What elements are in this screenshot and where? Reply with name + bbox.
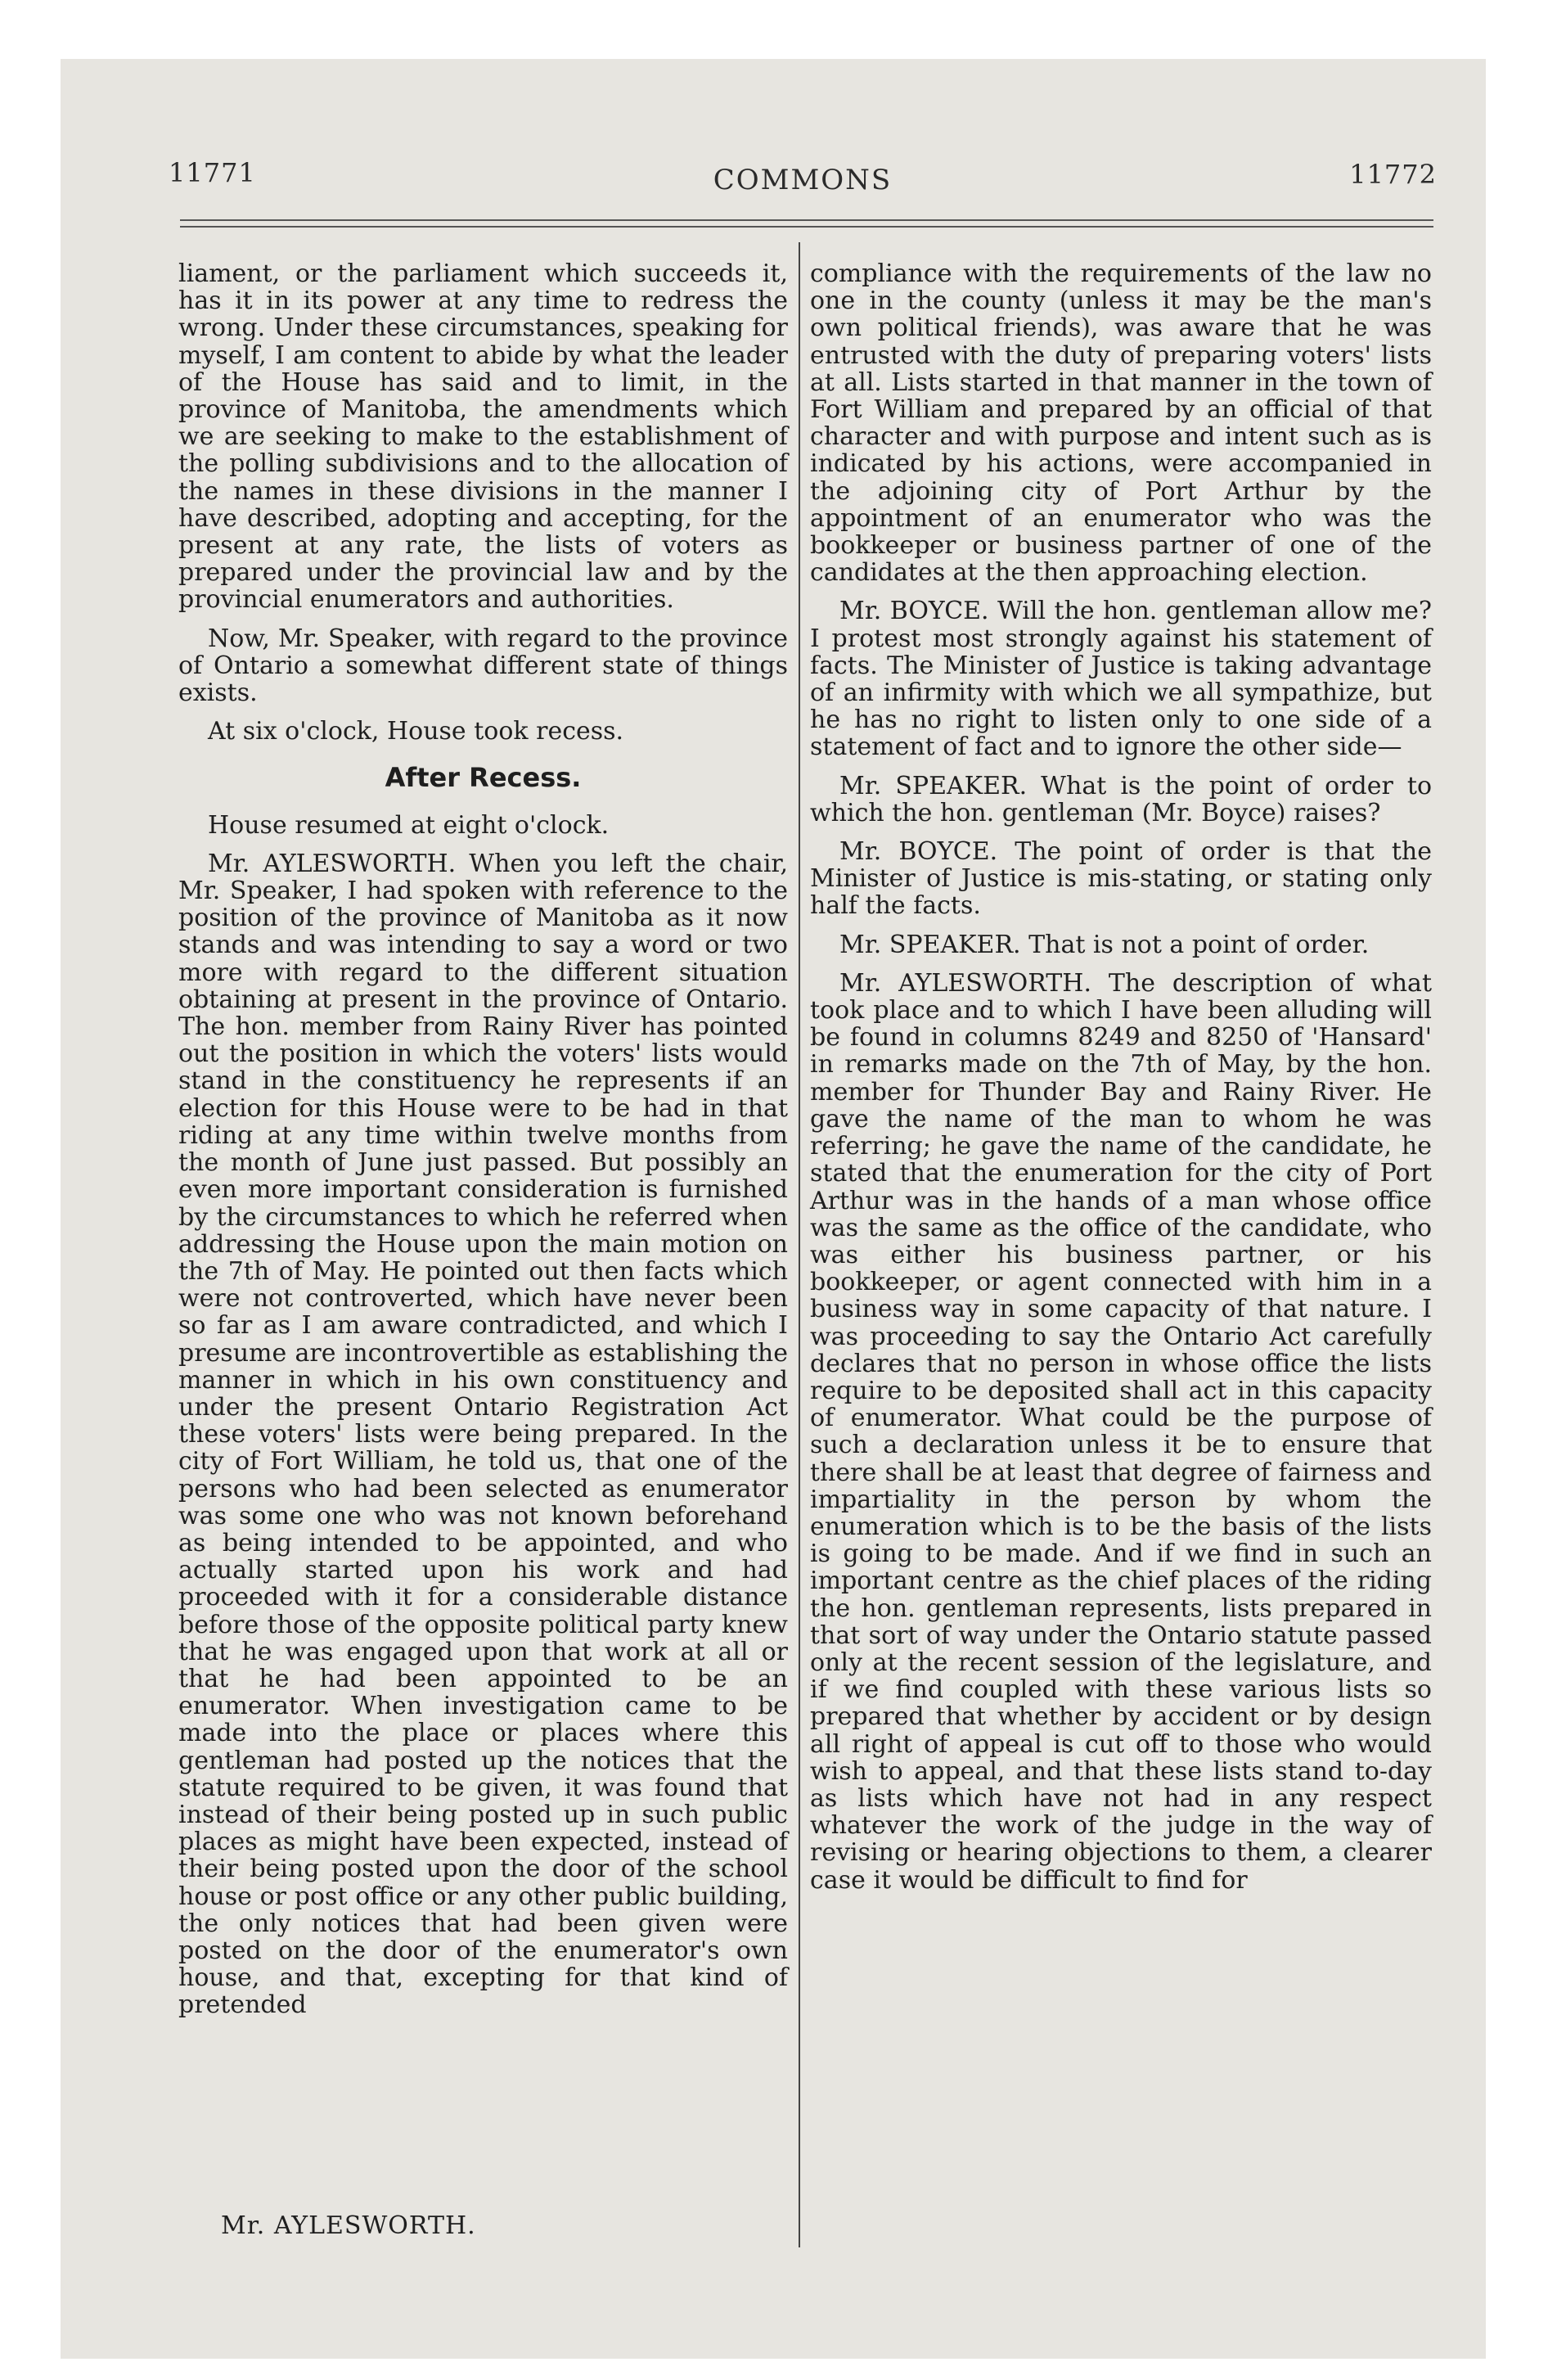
after-recess-heading: After Recess.: [385, 762, 582, 794]
right-page-number: 11772: [1349, 159, 1437, 190]
running-title: COMMONS: [713, 164, 893, 196]
resumed-note: House resumed at eight o'clock.: [208, 810, 610, 840]
right-paragraph-boyce-2: Mr. BOYCE. The point of order is that the Minister of Justice is mis-stating, or stating only half the facts.: [810, 837, 1432, 921]
speaker-footer: Mr. AYLESWORTH.: [221, 2211, 476, 2240]
right-column: [810, 260, 1432, 1894]
right-paragraph-aylesworth: Mr. AYLESWORTH. The description of what took place and to which I have been alluding will be found in columns 8249 and 8250 of 'Hansard' in remarks made on the 7th of May, by the hon. member for Thunder Bay and Rainy River. He gave the name of the man to whom he was referring; he gave the name of the candidate, he stated that the enumeration for the city of Port Arthur was in the hands of a man whose office was the same as the office of the candidate, who was either his business partner, or his bookkeeper, or agent connected with him in a business way in some capacity of that nature. I was proceeding to say the Ontario Act carefully declares that no person in whose office the lists require to be deposited shall act in this capacity of enumerator. What could be the purpose of such a declaration unless it be to ensure that there shall be at least that degree of fairness and impartiality in the person by whom the enumeration which is to be the basis of the lists is going to be made. And if we find in such an important centre as the chief places of the riding the hon. gentleman represents, lists prepared in that sort of way under the Ontario statute passed only at the recent session of the legislature, and if we find coupled with these various lists so prepared that whether by accident or by design all right of appeal is cut off to those who would wish to appeal, and that these lists stand to-day as lists which have not had in any respect whatever the work of the judge in the way of revising or hearing objections to them, a clearer case it would be difficult to find for: [810, 968, 1432, 1895]
right-paragraph-boyce-1: Mr. BOYCE. Will the hon. gentleman allow me? I protest most strongly against his statement of facts. The Minister of Justice is taking advantage of an infirmity with which we all sympathize, but he has no right to listen only to one side of a statement of fact and to ignore the other side—: [810, 597, 1432, 762]
header-rule-top: [180, 219, 1433, 221]
page-header: [169, 154, 1437, 203]
left-paragraph-2: Now, Mr. Speaker, with regard to the province of Ontario a somewhat different state of things exists.: [178, 624, 788, 708]
column-divider: [799, 242, 800, 2247]
left-page-number: 11771: [169, 157, 256, 188]
left-paragraph-1: liament, or the parliament which succeeds it, has it in its power at any time to redress the wrong. Under these circumstances, speaking for myself, I am content to abide by what the leader of the House has said and to limit, in the province of Manitoba, the amendments which we are seeking to make to the establishment of the polling subdivisions and to the allocation of the names in these divisions in the manner I have described, adopting and accepting, for the present at any rate, the lists of voters as prepared under the provincial law and by the provincial enumerators and authorities.: [178, 259, 788, 615]
right-paragraph-speaker-1: Mr. SPEAKER. What is the point of order to which the hon. gentleman (Mr. Boyce) raises?: [810, 771, 1432, 827]
recess-note: At six o'clock, House took recess.: [208, 717, 624, 746]
header-rule-bottom: [180, 226, 1433, 228]
right-paragraph-speaker-2: Mr. SPEAKER. That is not a point of order.: [839, 930, 1370, 959]
right-paragraph-1: compliance with the requirements of the law no one in the county (unless it may be the man's own political friends), was aware that he was entrusted with the duty of preparing voters' lists at all. Lists started in that manner in the town of Fort William and prepared by an official of that character and with purpose and intent such as is indicated by his actions, were accompanied in the adjoining city of Port Arthur by the appointment of an enumerator who was the bookkeeper or business partner of one of the candidates at the then approaching election.: [810, 259, 1432, 588]
left-column: [178, 260, 788, 2019]
left-paragraph-aylesworth: Mr. AYLESWORTH. When you left the chair, Mr. Speaker, I had spoken with reference to the position of the province of Manitoba as it now stands and was intending to say a word or two more with regard to the different situation obtaining at present in the province of Ontario. The hon. member from Rainy River has pointed out the position in which the voters' lists would stand in the constituency he represents if an election for this House were to be had in that riding at any time within twelve months from the month of June just passed. But possibly an even more important consideration is furnished by the circumstances to which he referred when addressing the House upon the main motion on the 7th of May. He pointed out then facts which were not controverted, which have never been so far as I am aware contradicted, and which I presume are incontrovertible as establishing the manner in which in his own constituency and under the present Ontario Registration Act these voters' lists were being prepared. In the city of Fort William, he told us, that one of the persons who had been selected as enumerator was some one who was not known beforehand as being intended to be appointed, and who actually started upon his work and had proceeded with it for a considerable distance before those of the opposite political party knew that he was engaged upon that work at all or that he had been appointed to be an enumerator. When investigation came to be made into the place or places where this gentleman had posted up the notices that the statute required to be given, it was found that instead of their being posted up in such public places as might have been expected, instead of their being posted upon the door of the school house or post office or any other public building, the only notices that had been given were posted on the door of the enumerator's own house, and that, excepting for that kind of pretended: [178, 849, 788, 2020]
